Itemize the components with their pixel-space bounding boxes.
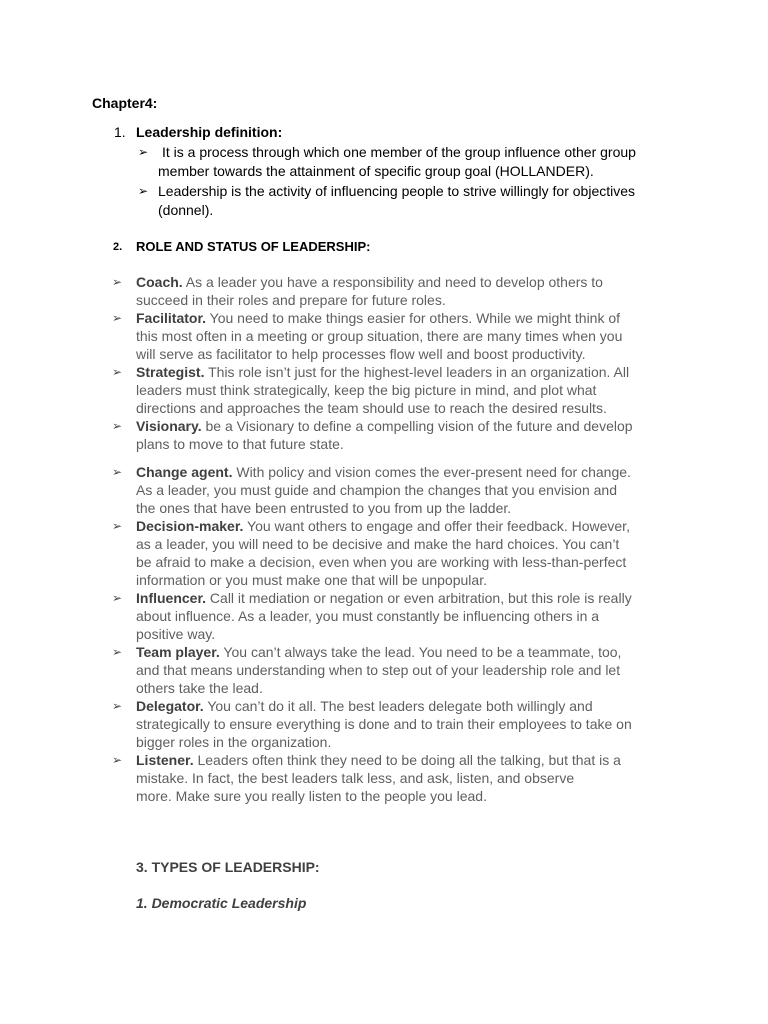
role-item	[110, 417, 680, 453]
role-item	[110, 463, 680, 517]
role-item	[110, 589, 680, 643]
role-line: Team player. You can’t always take the lead. You need to be a teammate, too,	[136, 644, 622, 660]
role-line: more. Make sure you really listen to the people you lead.	[136, 788, 487, 804]
role-line: information or you must make one that will be unpopular.	[136, 572, 487, 588]
role-line: directions and approaches the team should use to reach the desired results.	[136, 400, 607, 416]
role-line: Visionary. be a Visionary to define a compelling vision of the future and develop	[136, 418, 633, 434]
role-item	[110, 643, 680, 697]
section1-number: 1.	[114, 124, 126, 140]
role-line: plans to move to that future state.	[136, 436, 344, 452]
role-line: as a leader, you will need to be decisive and make the hard choices. You can’t	[136, 536, 620, 552]
section3-subheading: 1. Democratic Leadership	[136, 895, 307, 911]
role-term: Visionary.	[136, 418, 202, 434]
role-term: Influencer.	[136, 590, 207, 606]
arrow-bullet-icon: ➢	[112, 753, 123, 767]
arrow-bullet-icon: ➢	[112, 465, 123, 479]
role-line: Listener. Leaders often think they need to be doing all the talking, but that is a	[136, 752, 621, 768]
role-term: Facilitator.	[136, 310, 207, 326]
role-line: Coach. As a leader you have a responsibility and need to develop others to	[136, 274, 603, 290]
role-term: Delegator.	[136, 698, 204, 714]
definition-line: It is a process through which one member of the group influence other group	[162, 144, 636, 160]
role-line: will serve as facilitator to help processes flow well and boost productivity.	[136, 346, 586, 362]
role-term: Strategist.	[136, 364, 205, 380]
section2-title: ROLE AND STATUS OF LEADERSHIP:	[136, 239, 371, 254]
role-item	[110, 309, 680, 363]
role-line: others take the lead.	[136, 680, 263, 696]
role-line: Influencer. Call it mediation or negation or even arbitration, but this role is really	[136, 590, 632, 606]
definition-line: Leadership is the activity of influencing people to strive willingly for objectives	[158, 183, 636, 199]
role-item	[110, 517, 680, 589]
role-line: As a leader, you must guide and champion the changes that you envision and	[136, 482, 617, 498]
arrow-bullet-icon: ➢	[112, 419, 123, 433]
role-item	[110, 751, 680, 805]
role-line: mistake. In fact, the best leaders talk less, and ask, listen, and observe	[136, 770, 575, 786]
role-term: Team player.	[136, 644, 220, 660]
role-line: about influence. As a leader, you must constantly be influencing others in a	[136, 608, 600, 624]
role-line: and that means understanding when to step out of your leadership role and let	[136, 662, 621, 678]
section3-title: 3. TYPES OF LEADERSHIP:	[136, 859, 320, 875]
role-line: this most often in a meeting or group situation, there are many times when you	[136, 328, 623, 344]
definition-line: member towards the attainment of specific group goal (HOLLANDER).	[158, 163, 594, 179]
chapter-title: Chapter4:	[92, 95, 158, 111]
role-line: Facilitator. You need to make things easier for others. While we might think of	[136, 310, 621, 326]
role-line: be afraid to make a decision, even when you are working with less-than-perfect	[136, 554, 627, 570]
role-line: strategically to ensure everything is done and to train their employees to take on	[136, 716, 632, 732]
section2-number: 2.	[113, 241, 123, 253]
role-line: Strategist. This role isn’t just for the highest-level leaders in an organization. All	[136, 364, 630, 380]
arrow-bullet-icon: ➢	[112, 275, 123, 289]
role-term: Coach.	[136, 274, 183, 290]
role-term: Change agent.	[136, 464, 233, 480]
role-term: Decision-maker.	[136, 518, 244, 534]
role-line: succeed in their roles and prepare for future roles.	[136, 292, 446, 308]
arrow-bullet-icon: ➢	[138, 184, 149, 198]
roles-list	[110, 273, 680, 805]
section1-title: Leadership definition:	[136, 124, 283, 140]
definition-line: (donnel).	[158, 202, 214, 218]
role-line: Decision-maker. You want others to engage and offer their feedback. However,	[136, 518, 630, 534]
role-item	[110, 273, 680, 309]
role-item	[110, 697, 680, 751]
role-line: positive way.	[136, 626, 216, 642]
role-line: Delegator. You can’t do it all. The best leaders delegate both willingly and	[136, 698, 593, 714]
role-line: leaders must think strategically, keep the big picture in mind, and plot what	[136, 382, 597, 398]
arrow-bullet-icon: ➢	[112, 365, 123, 379]
role-line: bigger roles in the organization.	[136, 734, 332, 750]
role-item	[110, 363, 680, 417]
arrow-bullet-icon: ➢	[112, 645, 123, 659]
role-term: Listener.	[136, 752, 194, 768]
arrow-bullet-icon: ➢	[112, 591, 123, 605]
arrow-bullet-icon: ➢	[112, 699, 123, 713]
arrow-bullet-icon: ➢	[138, 145, 149, 159]
arrow-bullet-icon: ➢	[112, 311, 123, 325]
arrow-bullet-icon: ➢	[112, 519, 123, 533]
role-line: Change agent. With policy and vision comes the ever-present need for change.	[136, 464, 631, 480]
role-line: the ones that have been entrusted to you from up the ladder.	[136, 500, 512, 516]
